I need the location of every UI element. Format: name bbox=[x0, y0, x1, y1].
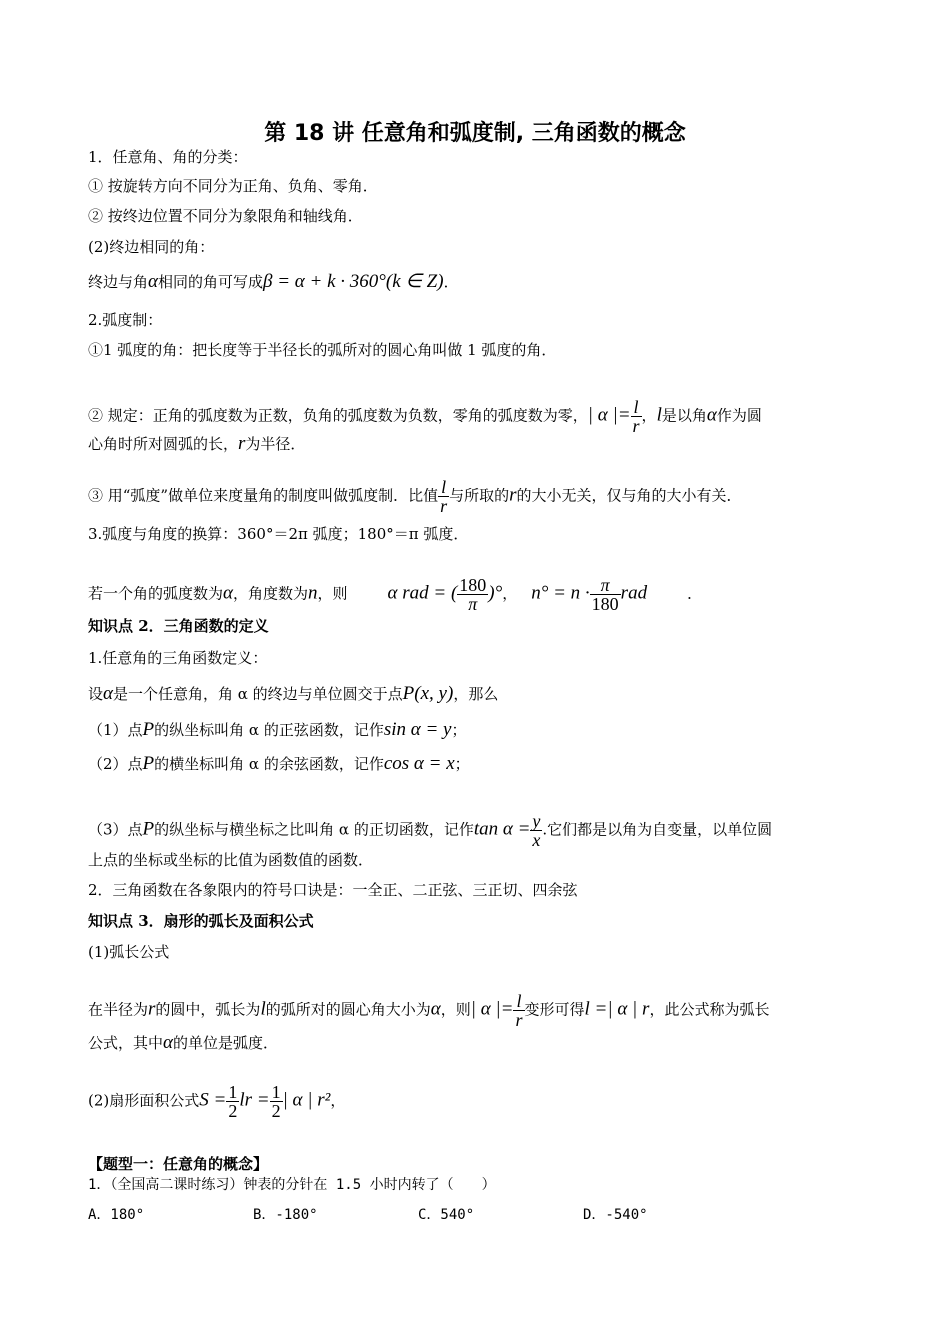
text-segment: 设 bbox=[88, 685, 104, 703]
text-segment: ，那么 bbox=[453, 685, 499, 703]
text-segment: 终边与角 bbox=[88, 273, 149, 291]
text-line: 2.弧度制： bbox=[88, 311, 163, 329]
math-P: P bbox=[142, 753, 155, 774]
option-a: A．180° bbox=[88, 1207, 145, 1223]
text-line bbox=[88, 434, 305, 454]
math-fraction-one-half: $\frac{1}{2}$ bbox=[271, 1082, 281, 1121]
text-line: (1)弧长公式 bbox=[88, 943, 170, 961]
math-abs-alpha: | α |= bbox=[470, 998, 514, 1020]
math-point-P: P(x, y) bbox=[402, 683, 454, 704]
text-line: ① 按旋转方向不同分为正角、负角、零角． bbox=[88, 177, 378, 195]
text-line bbox=[88, 478, 742, 515]
math-rad-to-deg-lhs: α rad = ( bbox=[387, 582, 458, 604]
section-heading: 知识点 3．扇形的弧长及面积公式 bbox=[88, 912, 314, 930]
text-segment: 的圆中，弧长为 bbox=[155, 1000, 261, 1019]
page-title: 第 18 讲 任意角和弧度制, 三角函数的概念 bbox=[264, 121, 686, 146]
text-line: （2）点P的横坐标叫角 α 的余弦函数，记作cos α = x； bbox=[88, 753, 470, 774]
math-arc-length-formula: l =| α | r bbox=[584, 998, 650, 1020]
text-segment: 作为圆 bbox=[716, 406, 762, 425]
math-abs-alpha-r-squared: | α | r² bbox=[282, 1089, 331, 1111]
text-line: ② 规定：正角的弧度数为正数，负角的弧度数为负数，零角的弧度数为零，| α |= $\frac{l}{r}$ ，l是以角α作为圆 bbox=[88, 397, 762, 436]
text-segment: ，角度数为 bbox=[233, 584, 309, 603]
question-type-heading: 【题型一：任意角的概念】 bbox=[88, 1155, 269, 1173]
text-line: 若一个角的弧度数为α，角度数为n，则 α rad = ( $\frac{180}{\pi}$ )°， n° = n · $\frac{\pi}{180}$ rad ． bbox=[88, 575, 703, 614]
text-segment: 的单位是弧度． bbox=[173, 1034, 279, 1052]
text-line: ② 按终边位置不同分为象限角和轴线角． bbox=[88, 207, 363, 225]
math-fraction-l-over-r: $\frac{l}{r}$ bbox=[440, 477, 448, 516]
question-stem: 1．（全国高二课时练习）钟表的分针在 1.5 小时内转了（ ） bbox=[88, 1177, 496, 1193]
text-segment: （3）点 bbox=[88, 820, 143, 839]
text-line: 1．任意角、角的分类： bbox=[88, 148, 248, 166]
text-line: ①1 弧度的角：把长度等于半径长的弧所对的圆心角叫做 1 弧度的角． bbox=[88, 341, 557, 359]
math-abs-alpha: | α |= bbox=[587, 404, 631, 426]
math-rad-to-deg-rhs: )° bbox=[488, 582, 503, 604]
text-line bbox=[88, 684, 498, 704]
math-deg-to-rad-lhs: n° = n · bbox=[531, 582, 590, 604]
math-P: P bbox=[142, 719, 155, 740]
math-fraction-l-over-r: $\frac{l}{r}$ bbox=[632, 397, 640, 436]
text-line bbox=[88, 1033, 278, 1053]
text-segment: 若一个角的弧度数为 bbox=[88, 584, 224, 603]
math-P: P bbox=[142, 818, 155, 840]
math-lr: lr = bbox=[239, 1089, 270, 1111]
math-alpha: α bbox=[430, 998, 441, 1020]
text-line: （1）点P的纵坐标叫角 α 的正弦函数，记作sin α = y； bbox=[88, 719, 467, 740]
math-alpha: α bbox=[223, 582, 233, 604]
text-segment: ，则 bbox=[317, 584, 348, 603]
math-cos-formula: cos α = x bbox=[383, 753, 455, 774]
text-segment: 是一个任意角，角 α 的终边与单位圆交于点 bbox=[113, 685, 403, 703]
text-segment: 的纵坐标与横坐标之比叫角 α 的正切函数，记作 bbox=[154, 820, 474, 839]
text-segment: 的纵坐标叫角 α 的正弦函数，记作 bbox=[154, 721, 384, 739]
text-segment: ，此公式称为弧长 bbox=[649, 1000, 770, 1019]
text-segment: 的大小无关，仅与角的大小有关． bbox=[516, 486, 742, 505]
math-coterminal-formula: β = α + k · 360°(k ∈ Z) bbox=[263, 271, 444, 292]
math-fraction-180-over-pi: $\frac{180}{\pi}$ bbox=[459, 575, 487, 614]
text-line: 1.任意角的三角函数定义： bbox=[88, 649, 268, 667]
text-segment: （1）点 bbox=[88, 721, 143, 739]
text-segment: ，则 bbox=[440, 1000, 471, 1019]
text-segment: 公式，其中 bbox=[88, 1034, 164, 1052]
math-S-lhs: S = bbox=[199, 1089, 227, 1111]
math-l: l bbox=[656, 404, 662, 426]
text-line: 3.弧度与角度的换算：360°＝2π 弧度；180°＝π 弧度． bbox=[88, 525, 469, 543]
text-line: 2．三角函数在各象限内的符号口诀是：一全正、二正弦、三正切、四余弦 bbox=[88, 881, 578, 899]
text-segment: 变形可得 bbox=[524, 1000, 585, 1019]
math-rad: rad bbox=[620, 582, 648, 604]
text-line: (2)扇形面积公式S = $\frac{1}{2}$ lr = $\frac{1}{2}$ | α | r²， bbox=[88, 1082, 346, 1121]
math-alpha: α bbox=[103, 683, 113, 704]
math-r: r bbox=[148, 998, 156, 1020]
text-segment: ② 规定：正角的弧度数为正数，负角的弧度数为负数，零角的弧度数为零， bbox=[88, 406, 588, 425]
option-c: C．540° bbox=[418, 1207, 475, 1223]
text-segment: （2）点 bbox=[88, 755, 143, 773]
math-fraction-y-over-x: $\frac{y}{x}$ bbox=[532, 811, 541, 850]
text-segment: .它们都是以角为自变量，以单位圆 bbox=[542, 820, 773, 839]
text-line bbox=[88, 992, 769, 1029]
text-line: 上点的坐标或坐标的比值为函数值的函数． bbox=[88, 851, 374, 869]
text-segment: 的弧所对的圆心角大小为 bbox=[265, 1000, 431, 1019]
text-segment: 相同的角可写成 bbox=[158, 273, 264, 291]
text-line bbox=[88, 812, 772, 849]
text-segment: 的横坐标叫角 α 的余弦函数，记作 bbox=[154, 755, 384, 773]
option-d: D．-540° bbox=[583, 1207, 648, 1223]
math-fraction-pi-over-180: $\frac{\pi}{180}$ bbox=[591, 575, 619, 614]
text-segment: (2)扇形面积公式 bbox=[88, 1091, 200, 1110]
math-l: l bbox=[260, 998, 266, 1020]
math-sin-formula: sin α = y bbox=[383, 719, 452, 740]
text-segment: 心角时所对圆弧的长， bbox=[88, 435, 239, 453]
math-alpha: α bbox=[163, 1032, 173, 1053]
math-r: r bbox=[238, 433, 246, 454]
text-segment: 为半径． bbox=[245, 435, 306, 453]
math-fraction-one-half: $\frac{1}{2}$ bbox=[228, 1082, 238, 1121]
option-b: B．-180° bbox=[253, 1207, 318, 1223]
text-line: (2)终边相同的角： bbox=[88, 238, 215, 256]
text-segment: ③ 用“弧度”做单位来度量角的制度叫做弧度制．比值 bbox=[88, 486, 439, 505]
text-segment: 是以角 bbox=[661, 406, 707, 425]
math-tan-lhs: tan α = bbox=[473, 818, 531, 840]
text-line: 终边与角α相同的角可写成β = α + k · 360°(k ∈ Z)． bbox=[88, 271, 459, 292]
math-alpha: α bbox=[148, 271, 158, 292]
text-segment: 与所取的 bbox=[449, 486, 510, 505]
math-r: r bbox=[509, 484, 517, 506]
math-fraction-l-over-r: $\frac{l}{r}$ bbox=[515, 991, 523, 1030]
text-segment: 在半径为 bbox=[88, 1000, 149, 1019]
math-n: n bbox=[308, 582, 318, 604]
section-heading: 知识点 2．三角函数的定义 bbox=[88, 617, 269, 635]
math-alpha: α bbox=[706, 404, 717, 426]
